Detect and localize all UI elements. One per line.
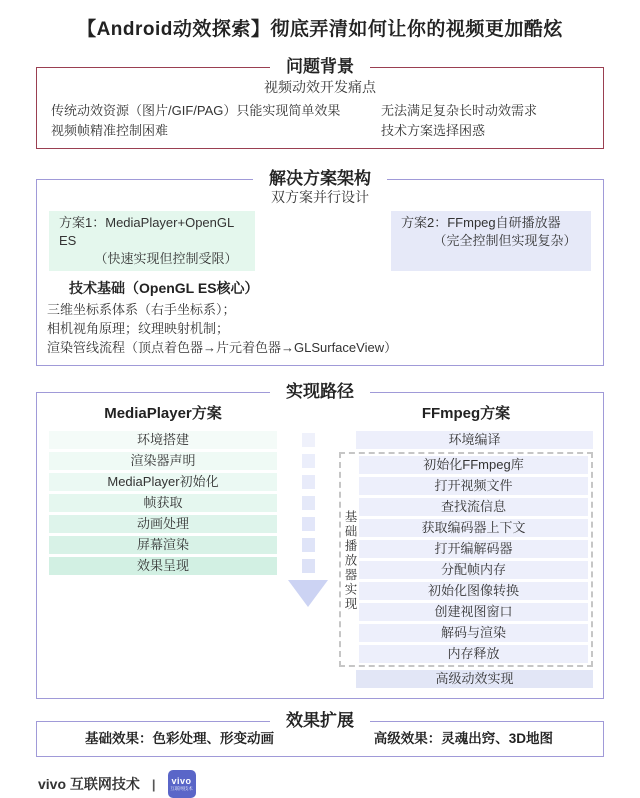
- solution-panel: [36, 169, 604, 366]
- ffmpeg-step: 初始化图像转换: [359, 582, 588, 600]
- arrow-segment: [302, 475, 315, 489]
- problem-left-list: [51, 101, 381, 141]
- implementation-section-title: 实现路径: [270, 382, 370, 402]
- effects-panel: [36, 711, 604, 757]
- mediaplayer-column: [49, 405, 277, 688]
- effects-row: [37, 730, 603, 748]
- problem-item: 视频帧精准控制困难: [51, 123, 169, 138]
- mediaplayer-steps: [49, 431, 277, 575]
- arrow-segment: [302, 496, 315, 510]
- footer: [38, 770, 640, 798]
- arrow-segment: [302, 454, 315, 468]
- ffmpeg-step: 分配帧内存: [359, 561, 588, 579]
- problem-section-title: 问题背景: [270, 57, 370, 77]
- arrow-segment: [302, 517, 315, 531]
- mediaplayer-step: 环境搭建: [49, 431, 277, 449]
- plan-1-card: [49, 211, 255, 271]
- basic-player-group: [339, 452, 593, 667]
- problem-right-list: [381, 101, 589, 141]
- tech-item: 三维坐标系体系（右手坐标系）；: [47, 302, 236, 317]
- effects-section-title: 效果扩展: [270, 711, 370, 731]
- mediaplayer-step: 动画处理: [49, 515, 277, 533]
- tech-item: 渲染管线流程（顶点着色器→片元着色器→GLSurfaceView）: [47, 340, 398, 355]
- arrow-segment: [302, 433, 315, 447]
- plan-2-card: [391, 211, 591, 271]
- problem-item: 技术方案选择困惑: [381, 123, 486, 138]
- solution-subtitle: 双方案并行设计: [271, 189, 369, 205]
- plan-1-label: 方案1：: [59, 215, 106, 230]
- problem-item: 传统动效资源（图片/GIF/PAG）只能实现简单效果: [51, 103, 341, 118]
- plan-2-name: 方案2：FFmpeg自研播放器: [401, 215, 561, 230]
- plan-1-name: 方案1：MediaPlayer+OpenGL ES: [59, 215, 234, 248]
- ffmpeg-step: 查找流信息: [359, 498, 588, 516]
- ffmpeg-group-steps: [359, 456, 588, 665]
- implementation-panel: [36, 382, 604, 699]
- mediaplayer-step: 效果呈现: [49, 557, 277, 575]
- arrow-segment: [302, 538, 315, 552]
- advanced-effects-text: 高级效果：灵魂出窍、3D地图: [373, 731, 553, 746]
- brand-text: vivo 互联网技术: [38, 776, 140, 792]
- ffmpeg-column: [339, 405, 593, 688]
- mediaplayer-step: MediaPlayer初始化: [49, 473, 277, 491]
- tech-foundation-list: [47, 300, 603, 357]
- basic-player-group-label: 基础播放器实现: [343, 509, 357, 612]
- problem-columns: [37, 101, 603, 141]
- problem-panel: [36, 57, 604, 149]
- vivo-logo-icon: [168, 770, 196, 798]
- mediaplayer-step: 屏幕渲染: [49, 536, 277, 554]
- problem-subtitle: 视频动效开发痛点: [264, 79, 376, 95]
- problem-item: 无法满足复杂长时动效需求: [381, 103, 538, 118]
- ffmpeg-step: 解码与渲染: [359, 624, 588, 642]
- tech-item: 相机视角原理；纹理映射机制；: [47, 321, 230, 336]
- tech-foundation-title: 技术基础（OpenGL ES核心）: [69, 280, 259, 296]
- arrow-segment: [302, 559, 315, 573]
- arrow-head: [288, 580, 328, 607]
- mediaplayer-column-title: MediaPlayer方案: [104, 405, 222, 422]
- ffmpeg-step-first: 环境编译: [356, 431, 593, 449]
- plan-2-note: （完全控制但实现复杂）: [433, 233, 577, 248]
- plan-1-note: （快速实现但控制受限）: [94, 251, 238, 266]
- flow-down-arrow-icon: [277, 405, 339, 688]
- ffmpeg-step: 内存释放: [359, 645, 588, 663]
- mediaplayer-step: 帧获取: [49, 494, 277, 512]
- ffmpeg-step: 创建视图窗口: [359, 603, 588, 621]
- footer-divider: |: [151, 776, 156, 792]
- implementation-grid: [49, 405, 593, 688]
- solution-section-title: 解决方案架构: [253, 169, 387, 189]
- ffmpeg-step: 初始化FFmpeg库: [359, 456, 588, 474]
- ffmpeg-step: 获取编码器上下文: [359, 519, 588, 537]
- basic-effects-text: 基础效果：色彩处理、形变动画: [85, 731, 274, 746]
- plans-row: [37, 211, 603, 271]
- ffmpeg-step: 打开编解码器: [359, 540, 588, 558]
- mediaplayer-step: 渲染器声明: [49, 452, 277, 470]
- ffmpeg-column-title: FFmpeg方案: [421, 405, 511, 422]
- ffmpeg-step: 打开视频文件: [359, 477, 588, 495]
- vivo-logo-subtext: 互联网技术: [170, 786, 193, 791]
- vivo-logo-text: vivo: [171, 776, 192, 786]
- plan-2-label: 方案2：: [401, 215, 448, 230]
- page-title: 【Android动效探索】彻底弄清如何让你的视频更加酷炫: [77, 19, 563, 40]
- ffmpeg-step-last: 高级动效实现: [356, 670, 593, 688]
